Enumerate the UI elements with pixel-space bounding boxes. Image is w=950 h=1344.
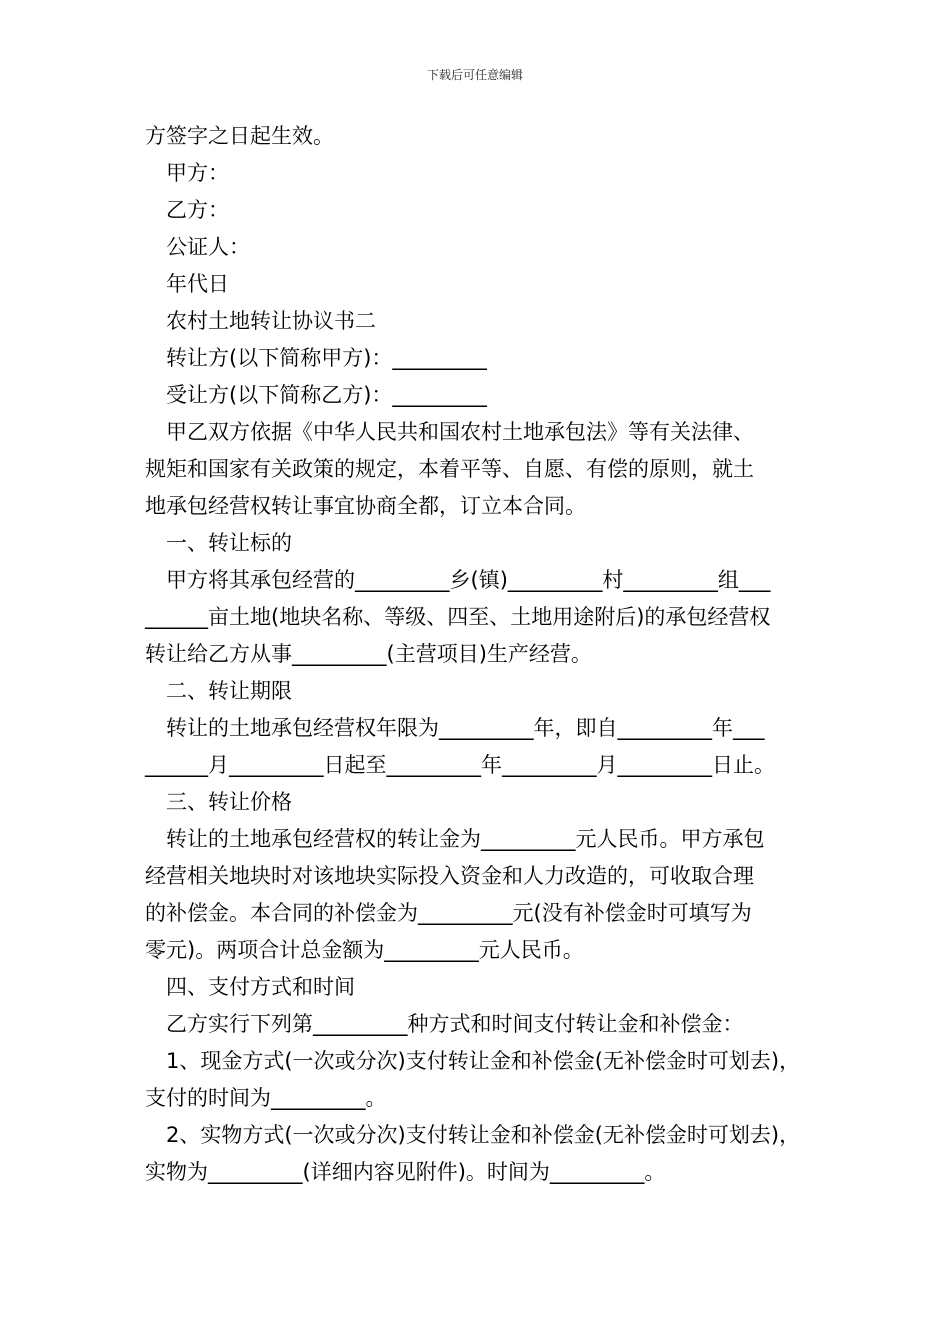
text-line: 零元)。两项合计总金额为_________元人民币。 xyxy=(145,938,584,962)
text-line: 乙方实行下列第_________种方式和时间支付转让金和补偿金： xyxy=(166,1012,744,1036)
text-line: 四、支付方式和时间 xyxy=(166,975,355,999)
text-line: ______亩土地(地块名称、等级、四至、土地用途附后)的承包经营权 xyxy=(145,605,771,629)
text-line: 二、转让期限 xyxy=(166,679,292,703)
text-line: 甲方将其承包经营的_________乡(镇)_________村_________组___ xyxy=(166,568,771,592)
text-line: 转让的土地承包经营权的转让金为_________元人民币。甲方承包 xyxy=(166,827,765,851)
document-body xyxy=(145,118,825,1191)
text-line: 农村土地转让协议书二 xyxy=(166,309,376,333)
text-line: 1、现金方式(一次或分次)支付转让金和补偿金(无补偿金时可划去)， xyxy=(166,1049,801,1073)
text-line: 支付的时间为_________。 xyxy=(145,1086,387,1110)
text-line: 年代日 xyxy=(166,272,229,296)
text-line: 方签字之日起生效。 xyxy=(145,124,334,148)
text-line: 实物为_________(详细内容见附件)。时间为_________。 xyxy=(145,1160,666,1184)
text-line: 甲方： xyxy=(166,161,229,185)
text-line: 规矩和国家有关政策的规定，本着平等、自愿、有偿的原则，就土 xyxy=(145,457,754,481)
page-header-note: 下载后可任意编辑 xyxy=(426,68,523,82)
text-line: 转让的土地承包经营权年限为_________年，即自_________年___ xyxy=(166,716,765,740)
text-line: 的补偿金。本合同的补偿金为_________元(没有补偿金时可填写为 xyxy=(145,901,752,925)
text-line: ______月_________日起至_________年_________月_________日止。 xyxy=(145,753,775,777)
text-line: 一、转让标的 xyxy=(166,531,292,555)
text-line: 公证人： xyxy=(166,235,250,259)
text-line: 地承包经营权转让事宜协商全都，订立本合同。 xyxy=(145,494,586,518)
text-line: 经营相关地块时对该地块实际投入资金和人力改造的，可收取合理 xyxy=(145,864,754,888)
text-line: 2、实物方式(一次或分次)支付转让金和补偿金(无补偿金时可划去)， xyxy=(166,1123,801,1147)
text-line: 甲乙双方依据《中华人民共和国农村土地承包法》等有关法律、 xyxy=(166,420,754,444)
text-line: 三、转让价格 xyxy=(166,790,292,814)
text-line: 乙方： xyxy=(166,198,229,222)
text-line: 转让给乙方从事_________(主营项目)生产经营。 xyxy=(145,642,592,666)
text-line: 转让方(以下简称甲方)：_________ xyxy=(166,346,487,370)
text-line: 受让方(以下简称乙方)：_________ xyxy=(166,383,487,407)
